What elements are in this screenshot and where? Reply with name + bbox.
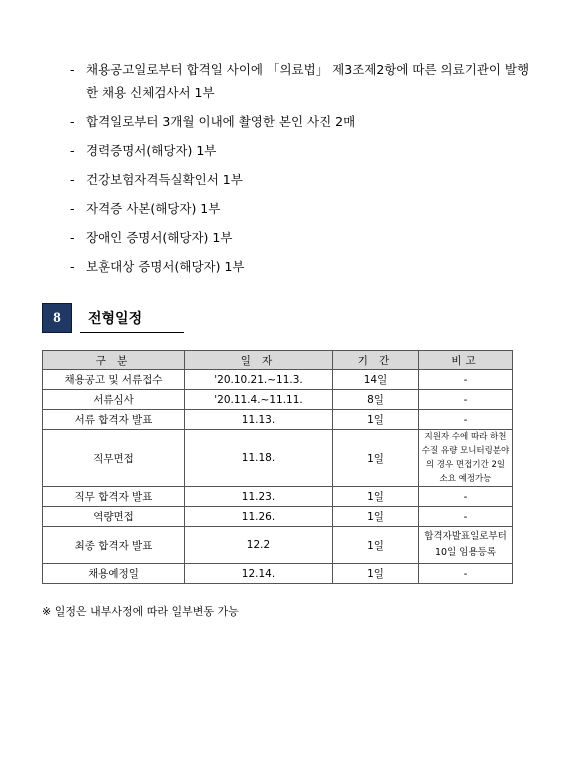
- section-number-badge: 8: [42, 303, 72, 333]
- list-item: [70, 139, 540, 162]
- document-list: [70, 58, 540, 284]
- cell-note: -: [419, 564, 513, 584]
- cell-note: -: [419, 390, 513, 410]
- table-row: [43, 527, 513, 564]
- cell-date: 12.14.: [185, 564, 333, 584]
- section-heading: [42, 303, 184, 333]
- table-row: [43, 487, 513, 507]
- schedule-table: [42, 350, 513, 584]
- list-dash: -: [70, 201, 75, 216]
- table-row: [43, 430, 513, 487]
- list-dash: -: [70, 172, 75, 187]
- cell-category: 역량면접: [43, 507, 185, 527]
- list-dash: -: [70, 62, 75, 77]
- cell-period: 1일: [333, 507, 419, 527]
- cell-category: 직무면접: [43, 430, 185, 487]
- cell-date: 11.18.: [185, 430, 333, 487]
- list-dash: -: [70, 143, 75, 158]
- list-item: [70, 58, 540, 104]
- header-category: 구 분: [43, 351, 185, 370]
- cell-category: 최종 합격자 발표: [43, 527, 185, 564]
- cell-date: 12.2: [185, 527, 333, 564]
- cell-period: 1일: [333, 564, 419, 584]
- table-row: [43, 370, 513, 390]
- cell-note: -: [419, 507, 513, 527]
- list-item-text: 자격증 사본(해당자) 1부: [86, 201, 221, 216]
- header-date: 일 자: [185, 351, 333, 370]
- cell-category: 서류심사: [43, 390, 185, 410]
- cell-note: 합격자발표일로부터 10일 임용등록: [419, 527, 513, 564]
- header-period: 기 간: [333, 351, 419, 370]
- list-dash: -: [70, 230, 75, 245]
- cell-note: -: [419, 410, 513, 430]
- cell-date: 11.13.: [185, 410, 333, 430]
- cell-category: 채용공고 및 서류접수: [43, 370, 185, 390]
- cell-period: 1일: [333, 487, 419, 507]
- cell-category: 직무 합격자 발표: [43, 487, 185, 507]
- list-item-text: 보훈대상 증명서(해당자) 1부: [86, 259, 245, 274]
- cell-category: 채용예정일: [43, 564, 185, 584]
- cell-period: 14일: [333, 370, 419, 390]
- cell-note: -: [419, 487, 513, 507]
- list-item-text: 경력증명서(해당자) 1부: [86, 143, 217, 158]
- list-item-text: 합격일로부터 3개월 이내에 촬영한 본인 사진 2매: [86, 114, 356, 129]
- list-item: [70, 168, 540, 191]
- list-dash: -: [70, 259, 75, 274]
- table-row: [43, 410, 513, 430]
- list-item-text: 건강보험자격득실확인서 1부: [86, 172, 243, 187]
- list-dash: -: [70, 114, 75, 129]
- list-item: [70, 226, 540, 249]
- list-item: [70, 110, 540, 133]
- list-item: [70, 255, 540, 278]
- section-title: 전형일정: [80, 310, 184, 333]
- table-header-row: [43, 351, 513, 370]
- table-row: [43, 507, 513, 527]
- cell-date: '20.10.21.~11.3.: [185, 370, 333, 390]
- list-item-text: 채용공고일로부터 합격일 사이에 「의료법」 제3조제2항에 따른 의료기관이 발행한 채용 신체검사서 1부: [86, 62, 530, 100]
- cell-period: 1일: [333, 410, 419, 430]
- list-item-text: 장애인 증명서(해당자) 1부: [86, 230, 233, 245]
- cell-note: 지원자 수에 따라 하천수질 유량 모니터링분야의 경우 면접기간 2일 소요 예정가능: [419, 430, 513, 487]
- footnote: ※ 일정은 내부사정에 따라 일부변동 가능: [42, 605, 239, 618]
- table-row: [43, 564, 513, 584]
- list-item: [70, 197, 540, 220]
- cell-period: 8일: [333, 390, 419, 410]
- cell-note: -: [419, 370, 513, 390]
- cell-period: 1일: [333, 430, 419, 487]
- cell-period: 1일: [333, 527, 419, 564]
- header-note: 비고: [419, 351, 513, 370]
- cell-date: 11.26.: [185, 507, 333, 527]
- cell-date: 11.23.: [185, 487, 333, 507]
- cell-category: 서류 합격자 발표: [43, 410, 185, 430]
- cell-date: '20.11.4.~11.11.: [185, 390, 333, 410]
- table-row: [43, 390, 513, 410]
